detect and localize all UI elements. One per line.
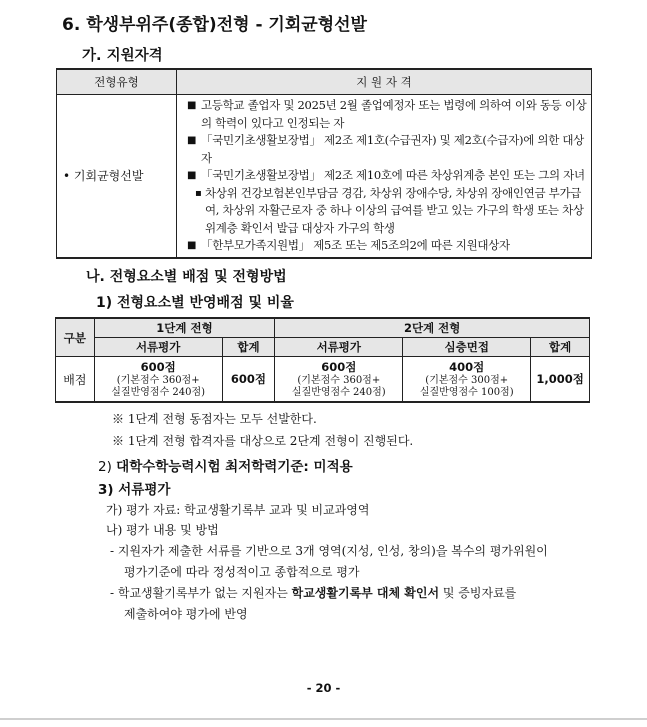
bottom-divider <box>0 718 647 720</box>
requirements-cell <box>177 95 592 258</box>
bullet-icon: • <box>63 169 71 184</box>
admission-type-cell <box>57 95 177 258</box>
stage2-doc-score: 600점 (기본점수 360점+ 실질반영점수 240점) <box>275 357 403 403</box>
header-stage1: 1단계 전형 <box>94 318 275 338</box>
subheading-csat: 2) 대학수학능력시험 최저학력기준: 미적용 <box>98 459 353 475</box>
page-number: - 20 - <box>306 681 341 695</box>
square-bullet-icon: ■ <box>187 170 197 181</box>
stage1-total-score: 600점 <box>222 357 275 403</box>
stage2-interview-score: 400점 (기본점수 300점+ 실질반영점수 100점) <box>403 357 531 403</box>
requirement-item: ■ 「한부모가족지원법」 제5조 또는 제5조의2에 따른 지원대상자 <box>187 237 587 255</box>
row-label: 배점 <box>56 357 95 403</box>
header-stage2-interview: 심층면접 <box>403 338 531 357</box>
col-header-requirement: 지 원 자 격 <box>177 69 592 95</box>
square-bullet-icon: ■ <box>187 135 197 146</box>
eval-material: 가) 평가 자료: 학교생활기록부 교과 및 비교과영역 <box>106 503 370 517</box>
note-tie: ※ 1단계 전형 동점자는 모두 선발한다. <box>112 412 317 426</box>
score-table <box>55 317 590 403</box>
dot-bullet-icon: ▪ <box>195 187 202 199</box>
header-gubun: 구분 <box>56 318 95 357</box>
eval-detail-2b: 제출하여야 평가에 반영 <box>124 607 248 621</box>
eval-detail-1a: - 지원자가 제출한 서류를 기반으로 3개 영역(지성, 인성, 창의)을 복수의 평가위원이 <box>110 544 548 558</box>
stage2-total-score: 1,000점 <box>531 357 590 403</box>
subheading-weights: 1) 전형요소별 반영배점 및 비율 <box>96 295 294 311</box>
square-bullet-icon: ■ <box>187 100 197 111</box>
requirement-item: ■ 「국민기초생활보장법」 제2조 제10호에 따른 차상위계층 본인 또는 그의 자녀 <box>187 167 587 185</box>
header-stage1-doc: 서류평가 <box>94 338 222 357</box>
subsection-eligibility: 가. 지원자격 <box>82 48 163 64</box>
admission-type: 기회균형선발 <box>73 169 144 184</box>
eval-detail-2a: - 학교생활기록부가 없는 지원자는 학교생활기록부 대체 확인서 및 증빙자료를 <box>110 586 517 600</box>
requirement-item: ■ 고등학교 졸업자 및 2025년 2월 졸업예정자 또는 법령에 의하여 이와 동등 이상의 학력이 있다고 인정되는 자 <box>187 98 587 130</box>
section-heading: 6. 학생부위주(종합)전형 - 기회균형선발 <box>62 15 367 35</box>
subheading-doc-eval: 3) 서류평가 <box>98 482 171 498</box>
requirement-item: ■ 「국민기초생활보장법」 제2조 제1호(수급권자) 및 제2호(수급자)에 의한 대상자 <box>187 133 584 165</box>
note-stage2: ※ 1단계 전형 합격자를 대상으로 2단계 전형이 진행된다. <box>112 434 414 448</box>
square-bullet-icon: ■ <box>187 240 197 251</box>
header-stage2-total: 합계 <box>531 338 590 357</box>
requirement-subitem: ▪ 차상위 건강보험본인부담금 경감, 차상위 장애수당, 차상위 장애인연금 부가급여, 차상위 자활근로자 중 하나 이상의 급여를 받고 있는 가구의 학생 또는 차상위계층 확인서 발급 대상자 가구의 학생 <box>195 185 584 235</box>
col-header-type: 전형유형 <box>57 69 177 95</box>
header-stage1-total: 합계 <box>222 338 275 357</box>
eligibility-table <box>56 68 592 259</box>
header-stage2-doc: 서류평가 <box>275 338 403 357</box>
eval-method-heading: 나) 평가 내용 및 방법 <box>106 523 219 537</box>
stage1-doc-score: 600점 (기본점수 360점+ 실질반영점수 240점) <box>94 357 222 403</box>
header-stage2: 2단계 전형 <box>275 318 590 338</box>
subsection-method: 나. 전형요소별 배점 및 전형방법 <box>86 269 287 285</box>
eval-detail-1b: 평가기준에 따라 정성적이고 종합적으로 평가 <box>124 565 360 579</box>
